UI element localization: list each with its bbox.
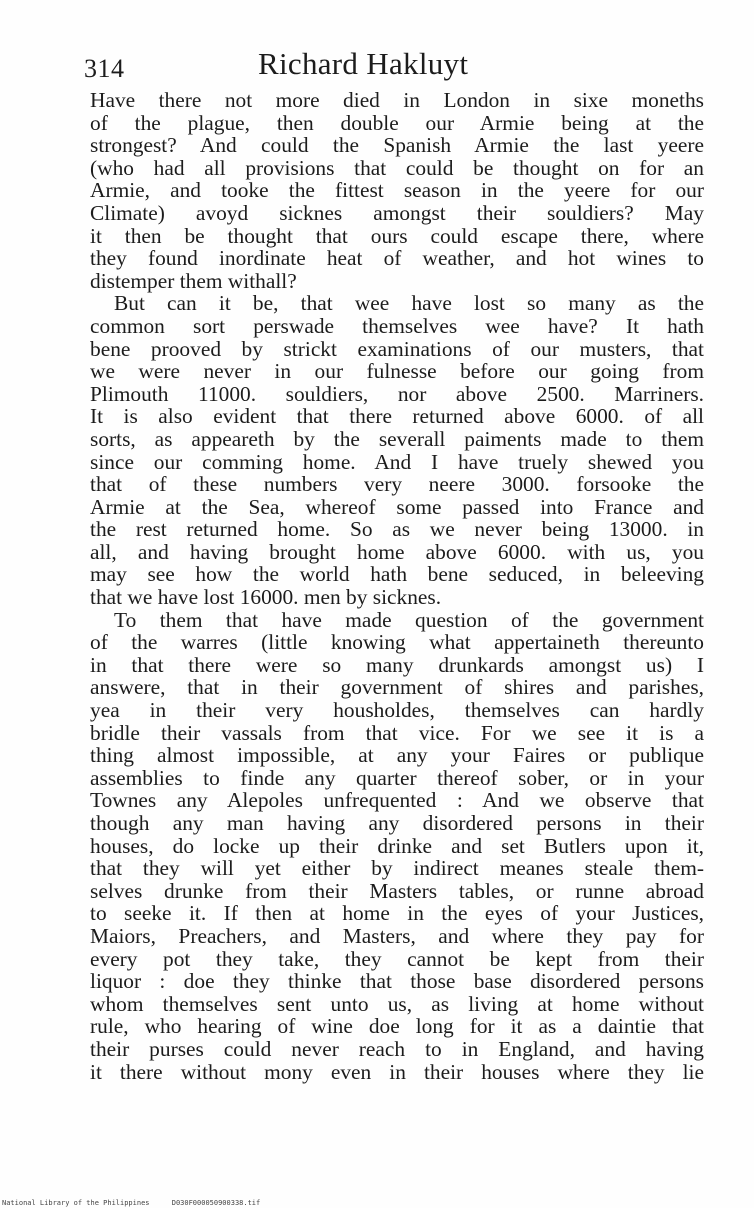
page-header bbox=[84, 46, 704, 90]
text-line: that of these numbers very neere 3000. forsooke the bbox=[90, 472, 704, 497]
text-line: since our comming home. And I have truely shewed you bbox=[90, 449, 704, 474]
page-number: 314 bbox=[84, 54, 125, 83]
text-line: liquor : doe they thinke that those base disordered persons bbox=[90, 969, 704, 994]
text-line: bridle their vassals from that vice. For we see it is a bbox=[90, 720, 704, 745]
text-line: their purses could never reach to in England, and having bbox=[90, 1036, 704, 1061]
text-line: that they will yet either by indirect meanes steale them- bbox=[90, 856, 704, 881]
text-line: it there without mony even in their houses where they lie bbox=[90, 1059, 704, 1084]
text-line: But can it be, that wee have lost so many as the bbox=[114, 291, 704, 316]
text-line: To them that have made question of the government bbox=[114, 607, 704, 632]
text-line: of the warres (little knowing what appertaineth thereunto bbox=[90, 630, 704, 655]
scan-footer bbox=[2, 1199, 278, 1207]
text-line: the rest returned home. So as we never being 13000. in bbox=[90, 517, 704, 542]
running-head: Richard Hakluyt bbox=[258, 46, 469, 81]
text-line: rule, who hearing of wine doe long for it as a daintie that bbox=[90, 1014, 704, 1039]
library-credit: National Library of the Philippines bbox=[2, 1199, 150, 1207]
text-line: houses, do locke up their drinke and set Butlers upon it, bbox=[90, 833, 704, 858]
text-line: Plimouth 11000. souldiers, nor above 2500. Marriners. bbox=[90, 381, 704, 406]
text-line: answere, that in their government of shires and parishes, bbox=[90, 675, 704, 700]
text-line: Townes any Alepoles unfrequented : And we observe that bbox=[90, 788, 704, 813]
text-line: bene prooved by strickt examinations of our musters, that bbox=[90, 336, 704, 361]
text-line: that we have lost 16000. men by sicknes. bbox=[90, 585, 442, 610]
text-line: of the plague, then double our Armie being at the bbox=[90, 110, 704, 135]
text-line: common sort perswade themselves wee have? It hath bbox=[90, 313, 704, 338]
text-line: strongest? And could the Spanish Armie the last yeere bbox=[90, 133, 704, 158]
text-line: thing almost impossible, at any your Faires or publique bbox=[90, 743, 704, 768]
text-line: (who had all provisions that could be thought on for an bbox=[90, 155, 704, 180]
paragraph bbox=[90, 292, 704, 608]
text-line: yea in their very housholdes, themselves can hardly bbox=[90, 698, 704, 723]
text-line: every pot they take, they cannot be kept from their bbox=[90, 946, 704, 971]
text-line: all, and having brought home above 6000. with us, you bbox=[90, 539, 704, 564]
text-line: it then be thought that ours could escape there, where bbox=[90, 223, 704, 248]
text-line: Climate) avoyd sicknes amongst their souldiers? May bbox=[90, 200, 704, 225]
text-line: Armie at the Sea, whereof some passed into France and bbox=[90, 494, 704, 519]
text-line: Have there not more died in London in sixe moneths bbox=[90, 88, 704, 112]
scan-file-id: D030F000050900338.tif bbox=[171, 1199, 261, 1207]
paragraph bbox=[90, 89, 704, 292]
text-line: may see how the world hath bene seduced, in beleeving bbox=[90, 562, 704, 587]
text-line: selves drunke from their Masters tables, or runne abroad bbox=[90, 878, 704, 903]
text-line: assemblies to finde any quarter thereof sober, or in your bbox=[90, 765, 704, 790]
text-line: It is also evident that there returned above 6000. of all bbox=[90, 404, 704, 429]
text-line: sorts, as appeareth by the severall paiments made to them bbox=[90, 426, 704, 451]
text-line: we were never in our fulnesse before our going from bbox=[90, 359, 704, 384]
text-line: Armie, and tooke the fittest season in the yeere for our bbox=[90, 178, 704, 203]
text-line: in that there were so many drunkards amongst us) I bbox=[90, 652, 704, 677]
text-line: Maiors, Preachers, and Masters, and where they pay for bbox=[90, 923, 704, 948]
text-line: they found inordinate heat of weather, and hot wines to bbox=[90, 246, 704, 271]
text-line: though any man having any disordered persons in their bbox=[90, 811, 704, 835]
paragraph bbox=[90, 609, 704, 1083]
text-line: to seeke it. If then at home in the eyes of your Justices, bbox=[90, 901, 704, 926]
text-line: whom themselves sent unto us, as living at home without bbox=[90, 991, 704, 1016]
text-line: distemper them withall? bbox=[90, 268, 297, 293]
body-text bbox=[90, 89, 704, 1083]
